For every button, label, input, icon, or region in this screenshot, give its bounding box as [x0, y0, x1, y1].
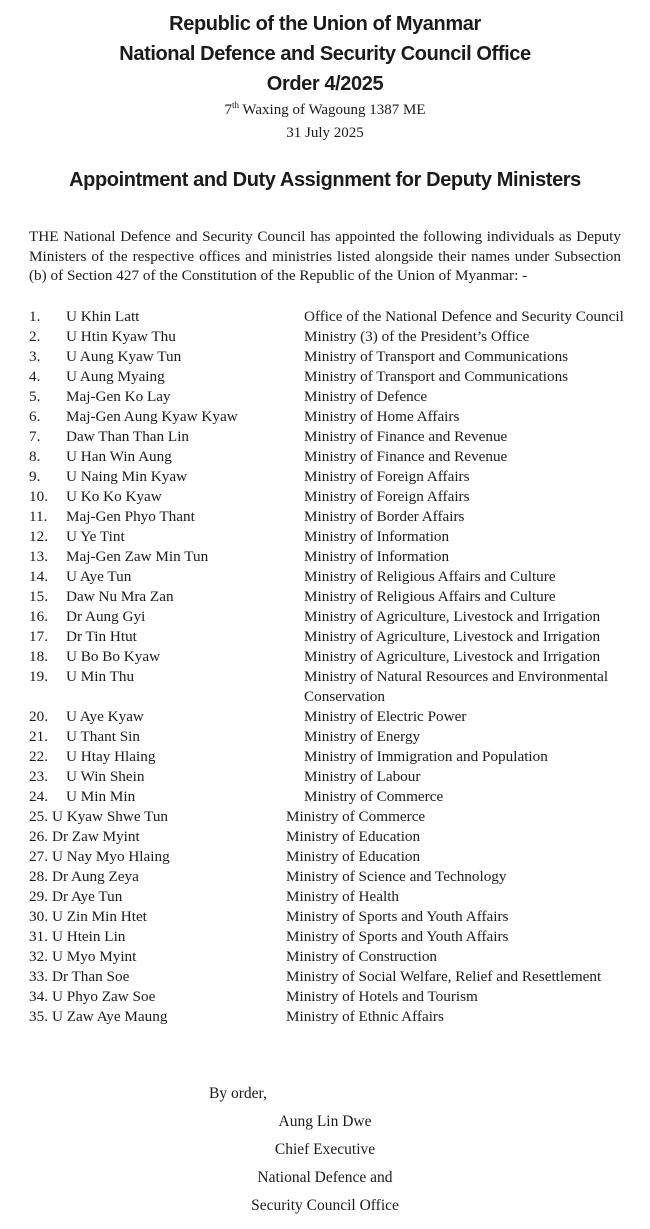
appointee-name: U Naing Min Kyaw: [66, 468, 188, 485]
appointee-ministry: Ministry of Sports and Youth Affairs: [285, 908, 509, 925]
appointment-row: [29, 367, 639, 387]
appointee-name: U Han Win Aung: [66, 448, 172, 465]
order-number: Order 4/2025: [266, 73, 384, 95]
appointment-number: 26.: [29, 828, 48, 845]
appointee-ministry: Ministry of Sports and Youth Affairs: [285, 928, 509, 945]
appointee-name: U Kyaw Shwe Tun: [51, 808, 169, 825]
appointment-row: [29, 427, 639, 447]
appointment-row: [29, 787, 639, 807]
appointee-ministry: Ministry of Social Welfare, Relief and Resettlement: [285, 968, 602, 985]
appointment-row: [29, 387, 639, 407]
appointment-row: [29, 847, 639, 867]
appointee-ministry: Ministry of Transport and Communications: [304, 348, 569, 365]
appointee-ministry: Office of the National Defence and Security Council: [304, 308, 624, 325]
appointment-number: 25.: [29, 808, 48, 825]
appointee-name: U Ko Ko Kyaw: [66, 488, 162, 505]
appointment-row: [29, 567, 639, 587]
appointee-name: Dr Zaw Myint: [51, 828, 140, 845]
appointment-number: 2.: [29, 328, 41, 345]
appointee-name: Daw Than Than Lin: [66, 428, 190, 445]
appointee-ministry: Ministry of Foreign Affairs: [304, 488, 470, 505]
appointee-name: U Win Shein: [66, 768, 145, 785]
appointment-row: [29, 807, 639, 827]
appointee-ministry: Ministry of Agriculture, Livestock and Irrigation: [304, 608, 601, 625]
appointment-number: 30.: [29, 908, 48, 925]
appointment-row: [29, 647, 639, 667]
appointee-ministry: Ministry (3) of the President’s Office: [304, 328, 530, 345]
appointment-row: [29, 767, 639, 787]
appointment-number: 27.: [29, 848, 48, 865]
appointee-ministry: Ministry of Agriculture, Livestock and Irrigation: [304, 628, 601, 645]
appointee-name: U Phyo Zaw Soe: [51, 988, 156, 1005]
appointee-name: U Aye Tun: [66, 568, 132, 585]
signatory-office-line2: Security Council Office: [251, 1197, 399, 1214]
appointee-ministry: Ministry of Foreign Affairs: [304, 468, 470, 485]
appointee-name: U Htay Hlaing: [66, 748, 156, 765]
appointment-number: 28.: [29, 868, 48, 885]
appointee-name: U Htin Kyaw Thu: [66, 328, 176, 345]
appointment-number: 22.: [29, 748, 48, 765]
appointment-row: [29, 907, 639, 927]
appointee-name: Maj-Gen Ko Lay: [66, 388, 171, 405]
appointee-ministry: Ministry of Construction: [285, 948, 438, 965]
appointment-number: 14.: [29, 568, 48, 585]
appointee-name: U Thant Sin: [66, 728, 140, 745]
appointee-ministry: Ministry of Finance and Revenue: [304, 428, 508, 445]
appointment-list: [29, 307, 639, 1027]
appointee-name: Dr Tin Htut: [66, 628, 137, 645]
appointment-number: 29.: [29, 888, 48, 905]
appointment-number: 23.: [29, 768, 48, 785]
appointment-row: [29, 507, 639, 527]
appointee-ministry: Ministry of Agriculture, Livestock and Irrigation: [304, 648, 601, 665]
appointment-number: 17.: [29, 628, 48, 645]
appointment-number: 10.: [29, 488, 48, 505]
signatory-name: Aung Lin Dwe: [278, 1113, 372, 1130]
appointment-row: [29, 527, 639, 547]
appointment-number: 34.: [29, 988, 48, 1005]
appointment-number: 4.: [29, 368, 41, 385]
date-rest: Waxing of Wagoung 1387 ME: [238, 102, 426, 118]
appointee-ministry: Ministry of Energy: [304, 728, 421, 745]
appointee-ministry: Ministry of Home Affairs: [304, 408, 460, 425]
appointment-row: [29, 827, 639, 847]
appointee-name: Maj-Gen Phyo Thant: [66, 508, 195, 525]
appointment-row: [29, 447, 639, 467]
date-suffix: th: [231, 100, 239, 110]
country-heading: Republic of the Union of Myanmar: [169, 13, 481, 35]
appointee-name: U Nay Myo Hlaing: [51, 848, 170, 865]
appointee-ministry: Ministry of Education: [285, 848, 421, 865]
appointee-name: U Bo Bo Kyaw: [66, 648, 161, 665]
appointee-ministry: Ministry of Labour: [304, 768, 421, 785]
appointee-ministry: Ministry of Ethnic Affairs: [285, 1008, 444, 1025]
appointee-name: Dr Aung Zeya: [51, 868, 139, 885]
date-day: 7: [224, 102, 232, 118]
appointment-number: 24.: [29, 788, 48, 805]
appointment-number: 3.: [29, 348, 41, 365]
appointee-ministry: Ministry of Commerce: [304, 788, 444, 805]
intro-paragraph: THE National Defence and Security Council has appointed the following individuals as Deputy Ministers of the respective offices and ministries listed alongside their names under Subsection (b) of Section 427 of the Constitution of the Republic of the Union of Myanmar: -: [29, 228, 621, 284]
appointee-name: Daw Nu Mra Zan: [66, 588, 174, 605]
gregorian-date: 31 July 2025: [286, 125, 364, 141]
appointment-row: [29, 667, 639, 707]
appointee-name: U Khin Latt: [66, 308, 140, 325]
appointment-row: [29, 707, 639, 727]
appointment-number: 21.: [29, 728, 48, 745]
appointment-row: [29, 547, 639, 567]
appointment-number: 7.: [29, 428, 41, 445]
appointment-number: 1.: [29, 308, 41, 325]
appointee-name: U Myo Myint: [51, 948, 137, 965]
document-header: [0, 9, 650, 193]
appointee-ministry: Ministry of Commerce: [285, 808, 426, 825]
appointee-ministry: Ministry of Religious Affairs and Culture: [304, 568, 556, 585]
appointment-row: [29, 327, 639, 347]
appointee-name: Dr Aung Gyi: [66, 608, 146, 625]
appointment-number: 13.: [29, 548, 48, 565]
appointee-name: U Htein Lin: [51, 928, 126, 945]
appointee-name: U Zin Min Htet: [51, 908, 147, 925]
appointment-row: [29, 867, 639, 887]
appointee-ministry: Ministry of Electric Power: [304, 708, 467, 725]
appointee-ministry: Ministry of Natural Resources and Environmental Conservation: [304, 668, 609, 705]
appointee-name: U Zaw Aye Maung: [51, 1008, 168, 1025]
appointment-row: [29, 307, 639, 327]
appointee-ministry: Ministry of Health: [285, 888, 400, 905]
document-title: Appointment and Duty Assignment for Deputy Ministers: [69, 169, 581, 191]
signatory-office-line1: National Defence and: [257, 1169, 393, 1186]
appointment-number: 11.: [29, 508, 48, 525]
office-heading: National Defence and Security Council Office: [119, 43, 531, 65]
appointee-ministry: Ministry of Finance and Revenue: [304, 448, 508, 465]
appointment-row: [29, 747, 639, 767]
appointee-name: U Aye Kyaw: [66, 708, 144, 725]
appointee-ministry: Ministry of Hotels and Tourism: [285, 988, 478, 1005]
appointee-ministry: Ministry of Defence: [304, 388, 428, 405]
appointment-number: 35.: [29, 1008, 48, 1025]
appointment-number: 32.: [29, 948, 48, 965]
appointment-row: [29, 347, 639, 367]
myanmar-date: [0, 99, 650, 122]
appointment-row: [29, 967, 639, 987]
appointment-row: [29, 467, 639, 487]
appointment-row: [29, 487, 639, 507]
by-order: By order,: [209, 1085, 267, 1102]
appointee-name: U Aung Myaing: [66, 368, 165, 385]
appointment-number: 5.: [29, 388, 41, 405]
appointment-row: [29, 727, 639, 747]
appointment-number: 18.: [29, 648, 48, 665]
appointment-row: [29, 627, 639, 647]
appointment-row: [29, 407, 639, 427]
appointment-row: [29, 607, 639, 627]
appointee-name: Maj-Gen Zaw Min Tun: [66, 548, 209, 565]
appointee-ministry: Ministry of Education: [285, 828, 421, 845]
appointment-number: 15.: [29, 588, 48, 605]
appointee-ministry: Ministry of Border Affairs: [304, 508, 465, 525]
appointment-row: [29, 887, 639, 907]
appointee-ministry: Ministry of Religious Affairs and Culture: [304, 588, 556, 605]
appointment-number: 19.: [29, 668, 48, 685]
appointment-row: [29, 1007, 639, 1027]
appointee-name: Dr Aye Tun: [51, 888, 123, 905]
appointment-number: 6.: [29, 408, 41, 425]
appointee-ministry: Ministry of Immigration and Population: [304, 748, 548, 765]
appointment-number: 16.: [29, 608, 48, 625]
appointment-number: 33.: [29, 968, 48, 985]
appointee-ministry: Ministry of Information: [304, 548, 450, 565]
signatory-position: Chief Executive: [274, 1141, 376, 1158]
appointee-ministry: Ministry of Information: [304, 528, 450, 545]
appointee-ministry: Ministry of Transport and Communications: [304, 368, 569, 385]
appointee-name: U Aung Kyaw Tun: [66, 348, 182, 365]
appointment-row: [29, 947, 639, 967]
appointee-name: U Min Min: [66, 788, 136, 805]
appointee-ministry: Ministry of Science and Technology: [285, 868, 507, 885]
appointment-number: 12.: [29, 528, 48, 545]
appointment-row: [29, 587, 639, 607]
appointee-name: U Ye Tint: [66, 528, 125, 545]
appointee-name: U Min Thu: [66, 668, 135, 685]
appointee-name: Dr Than Soe: [51, 968, 130, 985]
appointment-row: [29, 987, 639, 1007]
appointment-number: 8.: [29, 448, 41, 465]
appointee-name: Maj-Gen Aung Kyaw Kyaw: [66, 408, 238, 425]
appointment-number: 20.: [29, 708, 48, 725]
appointment-row: [29, 927, 639, 947]
appointment-number: 9.: [29, 468, 41, 485]
appointment-number: 31.: [29, 928, 48, 945]
